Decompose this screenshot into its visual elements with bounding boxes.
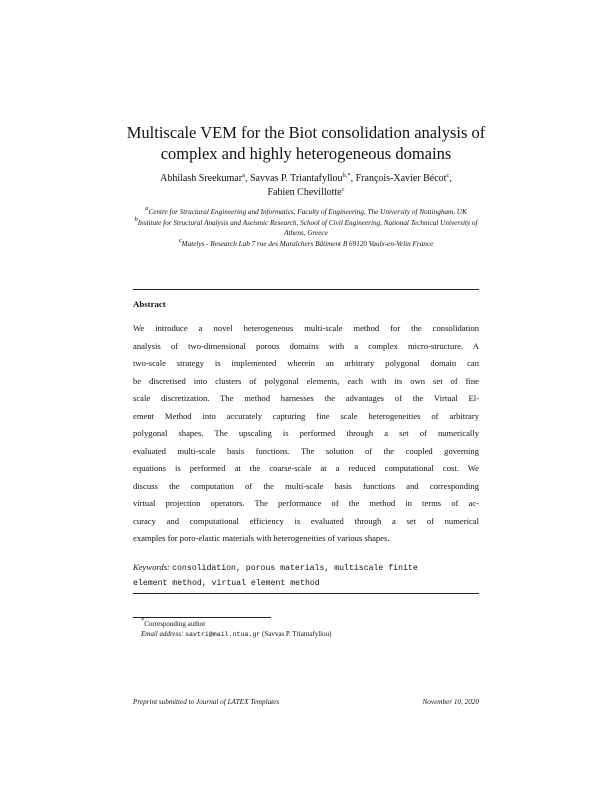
affiliation-text: Centre for Structural Engineering and Informatics, Faculty of Engineering, The University of Nottingham, UK xyxy=(148,208,467,216)
author-separator: , xyxy=(449,173,452,184)
affiliation-mark: c xyxy=(178,236,182,244)
keywords-text: consolidation, porous materials, multiscale finite xyxy=(172,564,418,573)
keywords-line-1 xyxy=(133,560,479,577)
affiliation-mark: b xyxy=(134,215,138,223)
keywords-line-2: element method, virtual element method xyxy=(133,578,320,588)
email-owner: (Savvas P. Triantafyllou) xyxy=(262,630,332,638)
affiliation-list xyxy=(128,207,484,249)
corresponding-author-text: Corresponding author xyxy=(144,620,206,628)
author-name: Abhilash Sreekumar xyxy=(160,173,243,184)
corresponding-author-note xyxy=(141,619,331,629)
footnote-mark: * xyxy=(141,617,145,624)
title-line-1: Multiscale VEM for the Biot consolidation analysis of xyxy=(126,123,486,142)
abstract-line: be discretised into clusters of polygonal elements, each with its own set of fine xyxy=(133,375,479,386)
preprint-note: Preprint submitted to Journal of LATEX Templates xyxy=(133,698,280,706)
paper-title xyxy=(100,122,512,164)
affiliation-item xyxy=(128,207,484,218)
abstract-line: virtual projection operators. The performance of the method in terms of ac- xyxy=(133,498,479,508)
keywords-block xyxy=(133,560,479,591)
author-affil-mark: a xyxy=(242,172,245,179)
abstract-line: We introduce a novel heterogeneous multi-scale method for the consolidation xyxy=(133,323,479,333)
affiliation-item xyxy=(128,236,484,250)
abstract-line: equations is performed at the coarse-scale at a reduced computational cost. We xyxy=(133,463,479,473)
author-affil-mark: c xyxy=(341,186,345,193)
abstract-body xyxy=(133,320,479,548)
author-list xyxy=(110,172,502,200)
keywords-label: Keywords: xyxy=(133,562,170,572)
author-separator: , xyxy=(244,173,250,184)
abstract-top-rule xyxy=(133,289,479,290)
title-line-2: complex and highly heterogeneous domains xyxy=(160,144,452,163)
author-separator: , xyxy=(350,173,356,184)
author-affil-mark: c xyxy=(446,172,450,179)
abstract-line: polygonal shapes. The upscaling is performed through a set of numerically xyxy=(133,428,479,438)
affiliation-text: Matelys - Research Lab 7 rue des Maraîchers Bâtiment B 69120 Vaulx-en-Velin France xyxy=(181,239,434,248)
abstract-heading: Abstract xyxy=(133,299,166,309)
email-note xyxy=(141,629,331,640)
author-name: Savvas P. Triantafyllou xyxy=(249,173,343,184)
email-label: Email address: xyxy=(141,630,184,638)
affiliation-item xyxy=(128,215,484,239)
author-name: Fabien Chevillotte xyxy=(267,187,342,198)
author-name: François-Xavier Bécot xyxy=(355,173,447,184)
abstract-line: curacy and computational efficiency is evaluated through a set of numerical xyxy=(133,515,479,526)
affiliation-mark: a xyxy=(145,205,149,212)
abstract-line: evaluated multi-scale basis functions. The solution of the coupled governing xyxy=(133,445,479,456)
abstract-bottom-rule xyxy=(133,593,479,594)
footnote-rule xyxy=(133,617,271,618)
abstract-line: examples for poro-elastic materials with heterogeneities of various shapes. xyxy=(133,533,390,543)
author-affil-mark: b,* xyxy=(342,172,351,179)
footnotes xyxy=(141,619,331,640)
abstract-line: discuss the computation of the multi-scale basis functions and corresponding xyxy=(133,480,479,491)
footer-date: November 10, 2020 xyxy=(422,698,479,706)
abstract-line: ement Method into accurately capturing fine scale heterogeneities of arbitrary xyxy=(133,410,479,421)
abstract-line: scale discretization. The method harnesses the advantages of the Virtual El- xyxy=(133,393,479,403)
email-address-link[interactable]: savtri@mail.ntua.gr xyxy=(185,631,261,638)
affiliation-text: Institute for Structural Analysis and Aseismic Research, School of Civil Engineering, National Technical University of Athens, Greece xyxy=(137,218,478,237)
abstract-line: two-scale strategy is implemented wherein an arbitrary polygonal domain can xyxy=(133,358,479,368)
abstract-line: analysis of two-dimensional porous domains with a complex micro-structure. A xyxy=(133,340,479,351)
